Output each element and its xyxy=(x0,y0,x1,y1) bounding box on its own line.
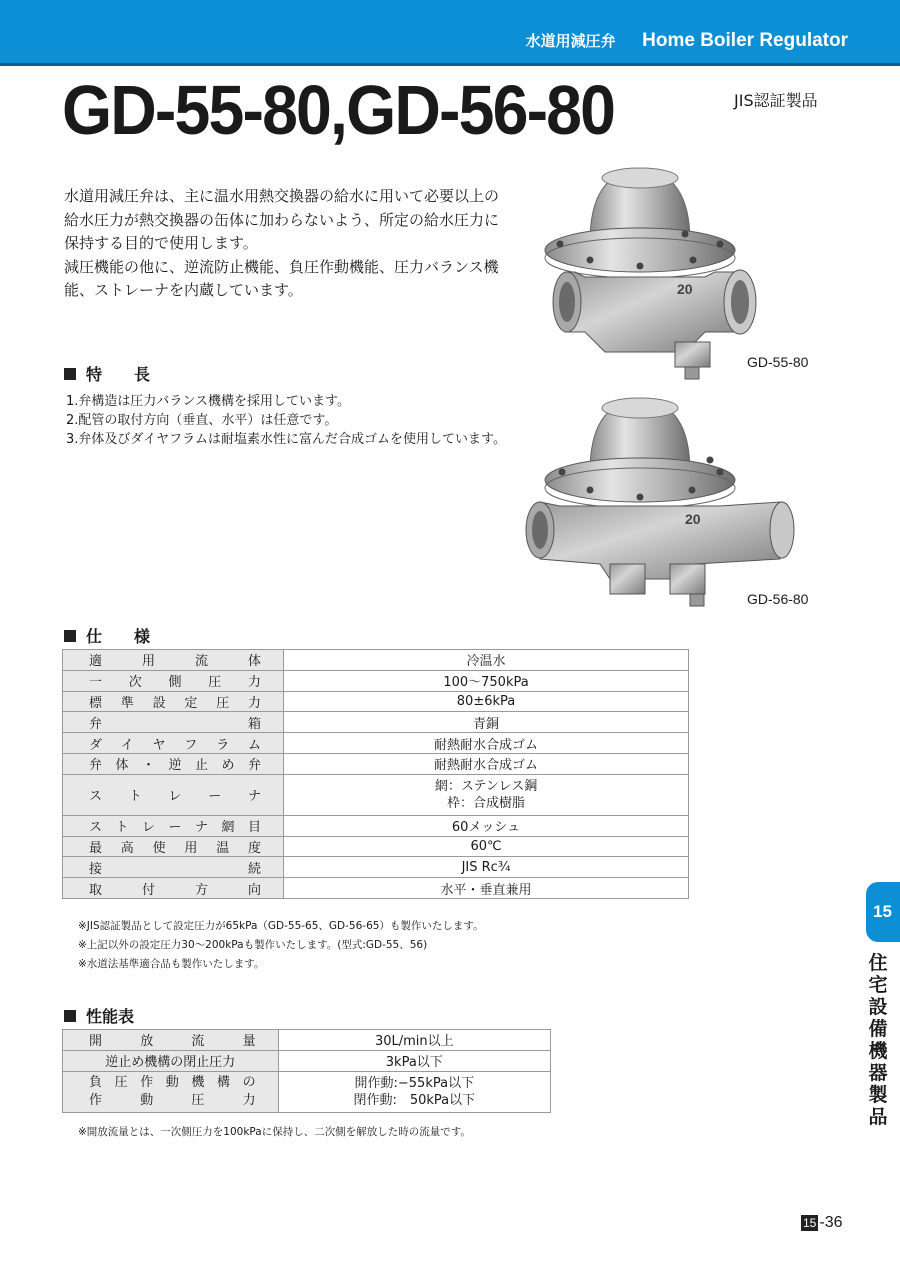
negative-pressure-label-2: 作動圧力 xyxy=(89,1092,256,1108)
table-row xyxy=(63,857,689,878)
table-row xyxy=(63,670,689,691)
table-row xyxy=(63,1050,551,1071)
page-number xyxy=(801,1214,842,1232)
page-number-value: -36 xyxy=(819,1214,843,1231)
performance-value: 30L/min以上 xyxy=(278,1030,550,1051)
chapter-vertical-label xyxy=(864,952,892,1128)
spec-label: 取付方向 xyxy=(63,878,284,899)
strainer-mesh-value: 網：ステンレス鋼 xyxy=(434,778,538,794)
performance-value: 3kPa以下 xyxy=(278,1050,550,1071)
spec-notes xyxy=(78,917,484,974)
chapter-vertical-char: 製 xyxy=(868,1084,888,1106)
open-action-value: 開作動:−55kPa以下 xyxy=(354,1075,475,1091)
gd-56-80-photo xyxy=(520,394,800,612)
table-row xyxy=(63,733,689,754)
spec-value: 耐熱耐水合成ゴム xyxy=(284,753,689,774)
spec-value: 60℃ xyxy=(284,836,689,857)
table-row xyxy=(63,815,689,836)
header-divider xyxy=(0,63,900,66)
spec-label: ストレーナ xyxy=(63,774,284,815)
chapter-vertical-char: 備 xyxy=(868,1018,888,1040)
header-category-en: Home Boiler Regulator xyxy=(642,30,848,51)
spec-table xyxy=(62,649,689,899)
casting-mark-20: 20 xyxy=(677,281,693,297)
intro-paragraph: 減圧機能の他に、逆流防止機能、負圧作動機能、圧力バランス機能、ストレーナを内蔵しています。 xyxy=(64,257,499,299)
table-row xyxy=(63,753,689,774)
features-heading xyxy=(64,362,150,385)
intro-paragraph: 水道用減圧弁は、主に温水用熱交換器の給水に用いて必要以上の給水圧力が熱交換器の缶体に加わらないよう、所定の給水圧力に保持する目的で使用します。 xyxy=(64,187,500,252)
performance-label: 開放流量 xyxy=(63,1030,279,1051)
chapter-vertical-char: 器 xyxy=(868,1062,888,1084)
table-row xyxy=(63,712,689,733)
spec-label: 適用流体 xyxy=(63,650,284,671)
spec-heading-text: 仕 様 xyxy=(86,627,151,646)
chapter-vertical-char: 品 xyxy=(868,1106,888,1128)
negative-pressure-label-1: 負圧作動機構の xyxy=(89,1074,256,1090)
table-row xyxy=(63,650,689,671)
chapter-vertical-char: 宅 xyxy=(868,974,888,996)
spec-value: 60メッシュ xyxy=(284,815,689,836)
page-title: GD-55-80,GD-56-80 xyxy=(62,71,615,149)
features-list xyxy=(66,392,506,449)
spec-label: 標準設定圧力 xyxy=(63,691,284,712)
performance-label xyxy=(63,1071,279,1112)
gd-55-80-photo xyxy=(535,162,775,384)
table-row xyxy=(63,774,689,815)
performance-heading xyxy=(64,1004,134,1027)
spec-value: 青銅 xyxy=(284,712,689,733)
table-row xyxy=(63,691,689,712)
intro-text xyxy=(64,185,504,303)
header-category-jp: 水道用減圧弁 xyxy=(525,32,616,50)
spec-value xyxy=(284,774,689,815)
spec-label: ストレーナ網目 xyxy=(63,815,284,836)
performance-value xyxy=(278,1071,550,1112)
spec-value: JIS Rc¾ xyxy=(284,857,689,878)
spec-heading xyxy=(64,624,150,647)
gd-56-80-label: GD-56-80 xyxy=(747,591,809,607)
strainer-frame-value: 枠：合成樹脂 xyxy=(447,795,526,811)
feature-item: 1.弁構造は圧力バランス機構を採用しています。 xyxy=(66,394,350,409)
spec-value: 冷温水 xyxy=(284,650,689,671)
feature-item: 3.弁体及びダイヤフラムは耐塩素水性に富んだ合成ゴムを使用しています。 xyxy=(66,432,506,447)
spec-label: 弁箱 xyxy=(63,712,284,733)
performance-label: 逆止め機構の閉止圧力 xyxy=(63,1050,279,1071)
spec-value: 100〜750kPa xyxy=(284,670,689,691)
jis-certified-label: JIS認証製品 xyxy=(734,91,818,110)
section-square-icon xyxy=(64,368,76,380)
performance-table xyxy=(62,1029,551,1113)
chapter-tab: 15 xyxy=(866,882,900,942)
table-row xyxy=(63,878,689,899)
section-square-icon xyxy=(64,630,76,642)
chapter-vertical-char: 設 xyxy=(868,996,888,1018)
spec-label: 接続 xyxy=(63,857,284,878)
casting-mark-20: 20 xyxy=(685,511,701,527)
performance-note: ※開放流量とは、一次側圧力を100kPaに保持し、二次側を解放した時の流量です。 xyxy=(78,1126,471,1138)
spec-value: 80±6kPa xyxy=(284,691,689,712)
table-row xyxy=(63,1071,551,1112)
chapter-vertical-char: 機 xyxy=(868,1040,888,1062)
close-action-value: 閉作動: 50kPa以下 xyxy=(353,1092,476,1108)
table-row xyxy=(63,1030,551,1051)
gd-55-80-label: GD-55-80 xyxy=(747,354,809,370)
performance-heading-text: 性能表 xyxy=(86,1007,135,1026)
spec-label: 一次側圧力 xyxy=(63,670,284,691)
chapter-vertical-char: 住 xyxy=(868,952,888,974)
spec-value: 水平・垂直兼用 xyxy=(284,878,689,899)
spec-value: 耐熱耐水合成ゴム xyxy=(284,733,689,754)
features-heading-text: 特 長 xyxy=(86,365,151,384)
feature-item: 2.配管の取付方向（垂直、水平）は任意です。 xyxy=(66,413,338,428)
section-square-icon xyxy=(64,1010,76,1022)
note-line: ※水道法基準適合品も製作いたします。 xyxy=(78,958,265,970)
spec-label: ダイヤフラム xyxy=(63,733,284,754)
spec-label: 弁体・逆止め弁 xyxy=(63,753,284,774)
page-chapter-box: 15 xyxy=(803,1216,817,1230)
note-line: ※上記以外の設定圧力30〜200kPaも製作いたします。(型式:GD-55、56) xyxy=(78,939,428,951)
header-text xyxy=(526,30,848,52)
note-line: ※JIS認証製品として設定圧力が65kPa（GD-55-65、GD-56-65）も製作いたします。 xyxy=(78,920,484,932)
table-row xyxy=(63,836,689,857)
spec-label: 最高使用温度 xyxy=(63,836,284,857)
